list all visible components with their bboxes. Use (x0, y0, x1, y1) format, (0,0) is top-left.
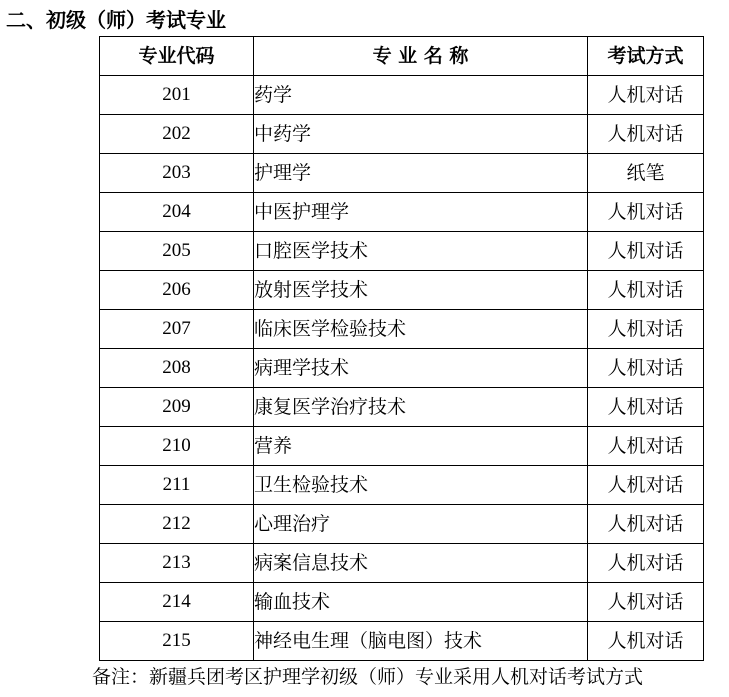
table-header-row (100, 37, 704, 76)
table-row (100, 271, 704, 310)
table-row (100, 388, 704, 427)
cell-name: 神经电生理（脑电图）技术 (254, 622, 588, 661)
table-row (100, 115, 704, 154)
table-row (100, 622, 704, 661)
cell-code: 207 (100, 310, 254, 349)
header-code: 专业代码 (100, 37, 254, 76)
cell-code: 201 (100, 76, 254, 115)
cell-name: 药学 (254, 76, 588, 115)
cell-code: 204 (100, 193, 254, 232)
cell-mode: 人机对话 (588, 271, 704, 310)
table-row (100, 427, 704, 466)
section-title: 二、初级（师）考试专业 (6, 8, 226, 32)
cell-name: 口腔医学技术 (254, 232, 588, 271)
cell-mode: 人机对话 (588, 583, 704, 622)
cell-code: 214 (100, 583, 254, 622)
cell-name: 心理治疗 (254, 505, 588, 544)
table-body (100, 76, 704, 661)
cell-code: 208 (100, 349, 254, 388)
cell-code: 206 (100, 271, 254, 310)
cell-code: 203 (100, 154, 254, 193)
cell-code: 212 (100, 505, 254, 544)
table-row (100, 310, 704, 349)
cell-mode: 人机对话 (588, 76, 704, 115)
cell-name: 临床医学检验技术 (254, 310, 588, 349)
table-row (100, 349, 704, 388)
cell-code: 202 (100, 115, 254, 154)
table-row (100, 232, 704, 271)
cell-name: 卫生检验技术 (254, 466, 588, 505)
cell-mode: 人机对话 (588, 544, 704, 583)
header-name: 专 业 名 称 (254, 37, 588, 76)
table-row (100, 76, 704, 115)
cell-name: 中医护理学 (254, 193, 588, 232)
cell-mode: 人机对话 (588, 505, 704, 544)
cell-name: 护理学 (254, 154, 588, 193)
cell-mode: 人机对话 (588, 310, 704, 349)
footnote: 备注：新疆兵团考区护理学初级（师）专业采用人机对话考试方式 (92, 666, 644, 688)
cell-name: 中药学 (254, 115, 588, 154)
cell-mode: 人机对话 (588, 193, 704, 232)
cell-name: 病案信息技术 (254, 544, 588, 583)
cell-mode: 人机对话 (588, 115, 704, 154)
cell-mode: 人机对话 (588, 622, 704, 661)
cell-name: 病理学技术 (254, 349, 588, 388)
table-row (100, 466, 704, 505)
table-row (100, 583, 704, 622)
cell-code: 211 (100, 466, 254, 505)
cell-name: 输血技术 (254, 583, 588, 622)
cell-name: 营养 (254, 427, 588, 466)
table-row (100, 505, 704, 544)
header-mode: 考试方式 (588, 37, 704, 76)
cell-mode: 纸笔 (588, 154, 704, 193)
cell-name: 康复医学治疗技术 (254, 388, 588, 427)
cell-code: 213 (100, 544, 254, 583)
cell-mode: 人机对话 (588, 427, 704, 466)
cell-name: 放射医学技术 (254, 271, 588, 310)
cell-code: 210 (100, 427, 254, 466)
table-row (100, 193, 704, 232)
cell-mode: 人机对话 (588, 466, 704, 505)
cell-mode: 人机对话 (588, 232, 704, 271)
table-row (100, 154, 704, 193)
cell-mode: 人机对话 (588, 388, 704, 427)
cell-code: 205 (100, 232, 254, 271)
table-row (100, 544, 704, 583)
cell-mode: 人机对话 (588, 349, 704, 388)
cell-code: 215 (100, 622, 254, 661)
cell-code: 209 (100, 388, 254, 427)
majors-table (99, 36, 704, 661)
